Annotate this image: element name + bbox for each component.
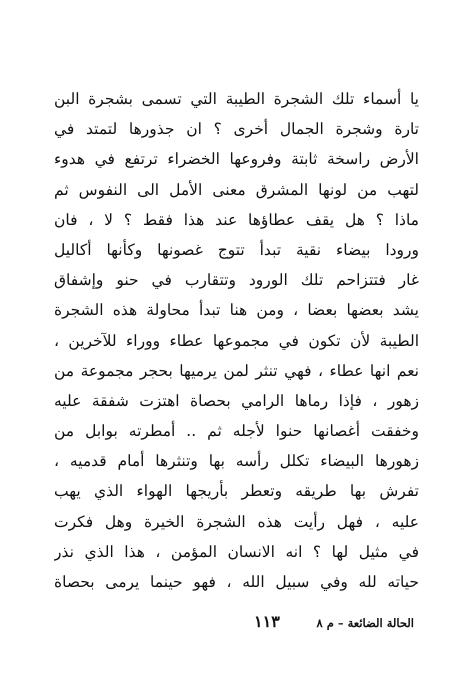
text-line: ماذا ؟ هل يقف عطاؤها عند هذا فقط ؟ لا ، فان — [54, 210, 419, 229]
running-footer: الحالة الضائعة – م ٨ — [316, 616, 414, 630]
text-line: زهور ، فإذا رماها الرامي بحصاة اهتزت شفقة عليه — [54, 391, 419, 410]
text-line: في مثيل لها ؟ انه الانسان المؤمن ، هذا الذي نذر — [54, 542, 419, 561]
body-text — [54, 84, 419, 597]
text-line: وخفقت أغصانها حنوا لأجله ثم .. أمطرته بوابل من — [54, 422, 419, 441]
text-line: الطيبة لأن تكون في مجموعها عطاء ووراء للآخرين ، — [54, 331, 419, 350]
text-line: نعم انها عطاء ، فهي تنثر لمن يرميها بحجر مجموعة من — [54, 361, 419, 380]
text-line: الأرض راسخة ثابتة وفروعها الخضراء ترتفع في هدوء — [54, 150, 419, 169]
text-line: يشد بعضها بعضا ، ومن هنا تبدأ محاولة هذه الشجرة — [54, 301, 419, 320]
page-footer — [94, 610, 414, 634]
text-line: تارة وشجرة الجمال أخرى ؟ ان جذورها لتمتد في — [54, 120, 419, 139]
text-line: ورودا بيضاء نقية تبدأ تتوج غصونها وكأنها أكاليل — [54, 240, 419, 259]
text-line: زهورها البيضاء تكلل رأسه بها وتنثرها أمام قدميه ، — [54, 452, 419, 471]
text-line: يا أسماء تلك الشجرة الطيبة التي تسمى بشجرة البن — [54, 90, 419, 108]
text-line: غار فتتزاحم تلك الورود وتتقارب في حنو وإشفاق — [54, 271, 419, 290]
text-line: تفرش بها طريقه وتعطر بأريجها الهواء الذي يهب — [54, 482, 419, 501]
text-line: لتهب من لونها المشرق معنى الأمل الى النفوس ثم — [54, 180, 419, 199]
text-line: عليه ، فهل رأيت هذه الشجرة الخيرة وهل فكرت — [54, 512, 419, 531]
text-line: حياته لله وفي سبيل الله ، فهو حينما يرمى بحصاة — [54, 573, 419, 591]
page-number: ١١٣ — [254, 612, 280, 631]
